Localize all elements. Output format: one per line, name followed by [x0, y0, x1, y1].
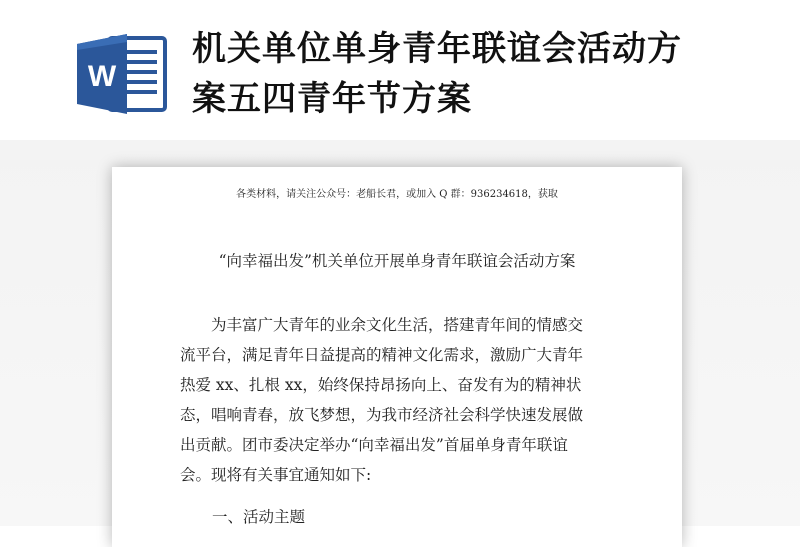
document-paragraph [180, 310, 620, 490]
title-line-2: 案五四青年节方案 [192, 79, 472, 119]
paragraph-line: 流平台，满足青年日益提高的精神文化需求，激励广大青年 [180, 346, 584, 364]
paragraph-line: 会。现将有关事宜通知如下: [180, 466, 372, 484]
page-title [192, 24, 772, 124]
word-icon [75, 32, 167, 116]
title-line-1: 机关单位单身青年联谊会活动方 [192, 29, 682, 69]
header-banner [0, 0, 800, 140]
word-icon-letter: W [87, 60, 117, 93]
document-notice: 各类材料，请关注公众号：老船长君，或加入 Q 群：936234618，获取 [236, 189, 558, 200]
document-page [112, 167, 682, 547]
paragraph-line: 出贡献。团市委决定举办“向幸福出发”首届单身青年联谊 [180, 436, 568, 454]
paragraph-line: 为丰富广大青年的业余文化生活，搭建青年间的情感交 [211, 316, 584, 334]
paragraph-line: 态，唱响青春，放飞梦想，为我市经济社会科学快速发展做 [180, 406, 584, 424]
section-heading: 一、活动主题 [212, 508, 306, 526]
paragraph-line: 热爱 xx、扎根 xx，始终保持昂扬向上、奋发有为的精神状 [180, 376, 582, 394]
document-title: “向幸福出发”机关单位开展单身青年联谊会活动方案 [218, 252, 576, 270]
